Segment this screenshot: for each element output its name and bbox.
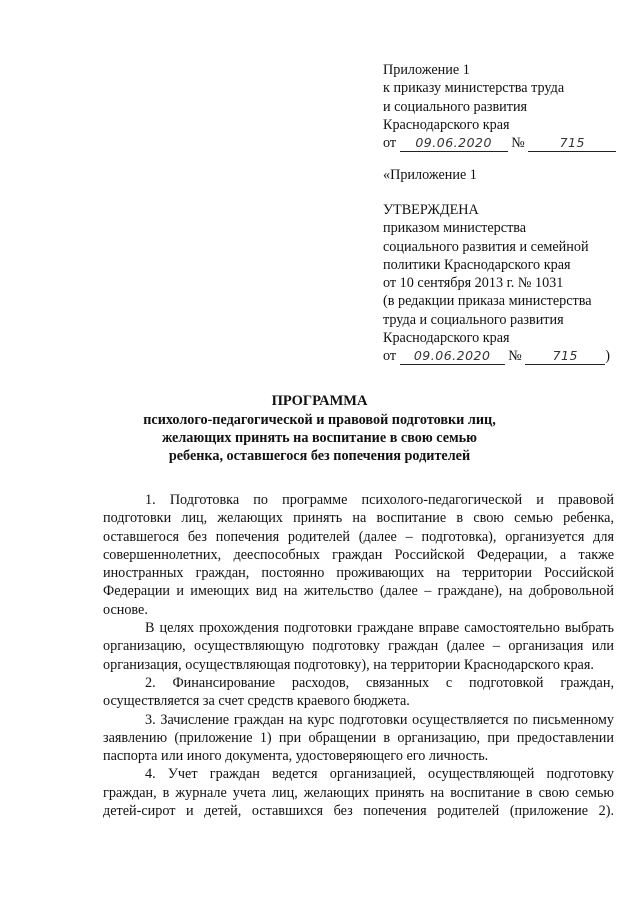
appendix-number-field [528, 135, 616, 152]
approval-date-handwritten: 09.06.2020 [413, 348, 491, 364]
approval-line-8: Краснодарского края [383, 330, 510, 347]
appendix-date-field [400, 135, 508, 152]
approval-closing-paren: ) [605, 348, 611, 365]
program-title-main: ПРОГРАММА [271, 393, 368, 409]
program-title-line-3: ребенка, оставшегося без попечения родителей [168, 448, 471, 464]
approval-date-line [383, 347, 633, 365]
approval-number-prefix: № [508, 348, 522, 365]
appendix-date-line [383, 134, 633, 152]
quoted-appendix [383, 166, 633, 184]
approval-line-3: социального развития и семейной [383, 238, 589, 255]
approval-date-prefix: от [383, 348, 397, 365]
program-title-line-2: желающих принять на воспитание в свою семью [161, 430, 478, 446]
paragraph-3: 2. Финансирование расходов, связанных с подготовкой граждан, осуществляется за счет средств краевого бюджета. [103, 674, 614, 710]
paragraph-4: 3. Зачисление граждан на курс подготовки осуществляется по письменному заявлению (приложение 1) при обращении в организацию, при предоставлении паспорта или иного документа, удостоверяющего его личность. [103, 711, 614, 765]
appendix-line-4: Краснодарского края [383, 116, 510, 133]
approval-number-handwritten: 715 [552, 348, 578, 364]
approval-line-6: (в редакции приказа министерства [383, 293, 592, 310]
quoted-appendix-line: «Приложение 1 [383, 167, 477, 183]
approval-heading: УТВЕРЖДЕНА [383, 202, 479, 218]
approval-line-5: от 10 сентября 2013 г. № 1031 [383, 275, 564, 292]
approval-block [383, 201, 633, 366]
approval-date-field [400, 348, 505, 365]
paragraph-2: В целях прохождения подготовки граждане вправе самостоятельно выбрать организацию, осуществляющую подготовку граждан (далее – организация или организация, осуществляющая подготовку), на территории Краснодарского края. [103, 620, 614, 673]
approval-number-field [525, 348, 605, 365]
document-body [103, 491, 614, 820]
appendix-line-1: Приложение 1 [383, 62, 470, 78]
approval-line-4: политики Краснодарского края [383, 256, 571, 273]
approval-line-2: приказом министерства [383, 220, 527, 237]
appendix-number-handwritten: 715 [559, 135, 585, 151]
program-title-line-1: психолого-педагогической и правовой подготовки лиц, [143, 412, 496, 428]
approval-line-7: труда и социального развития [383, 311, 564, 328]
appendix-date-prefix: от [383, 135, 397, 152]
paragraph-5: 4. Учет граждан ведется организацией, осуществляющей подготовку граждан, в журнале учета лиц, желающих принять на воспитание в свою семью детей-сирот и детей, оставшихся без попечения родителей (приложение 2). [103, 766, 614, 820]
program-title [0, 392, 639, 465]
appendix-header [383, 61, 633, 152]
appendix-line-3: и социального развития [383, 98, 528, 115]
appendix-line-2: к приказу министерства труда [383, 80, 565, 97]
appendix-date-handwritten: 09.06.2020 [415, 135, 492, 151]
paragraph-1: 1. Подготовка по программе психолого-педагогической и правовой подготовки лиц, желающих принять на воспитание в свою семью ребенка, оставшегося без попечения родителей (далее – подготовка), организуется для совершеннолетних, дееспособных граждан Российской Федерации, а также иностранных граждан, постоянно проживающих на территории Российской Федерации и имеющих вид на жительство (далее – граждане), на добровольной основе. [103, 492, 614, 618]
appendix-number-prefix: № [511, 135, 525, 152]
